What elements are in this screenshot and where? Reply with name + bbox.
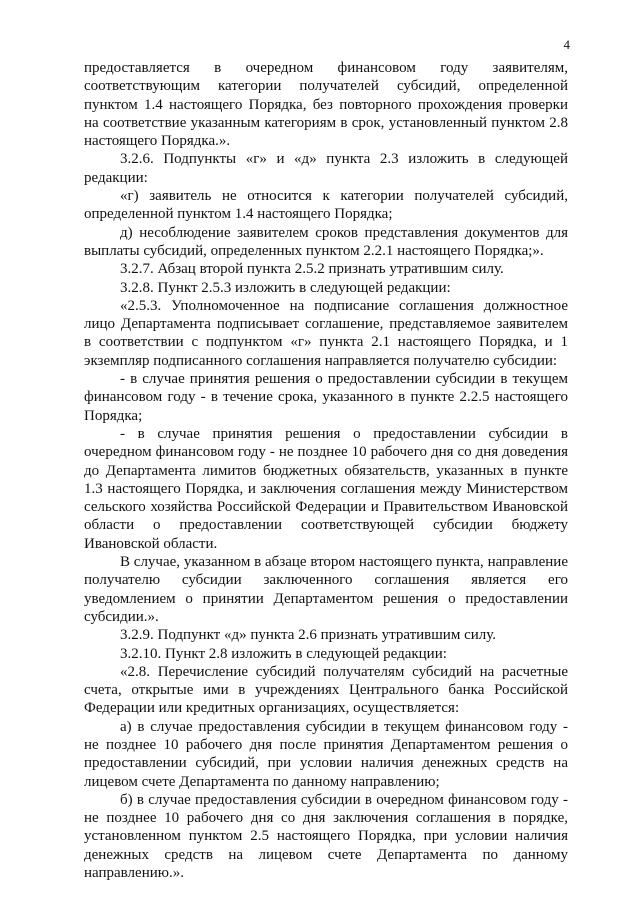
document-body: [84, 59, 568, 882]
paragraph: 3.2.7. Абзац второй пункта 2.5.2 признать утратившим силу.: [120, 261, 504, 278]
paragraph: В случае, указанном в абзаце втором настоящего пункта, направление получателю субсидии заключенного соглашения является его уведомлением о принятии Департаментом решения о предоставлении субсидии.».: [84, 554, 568, 625]
paragraph: - в случае принятия решения о предоставлении субсидии в текущем финансовом году - в течение срока, указанного в пункте 2.2.5 настоящего Порядка;: [84, 371, 568, 424]
paragraph: «г) заявитель не относится к категории получателей субсидий, определенной пунктом 1.4 настоящего Порядка;: [84, 188, 568, 223]
paragraph: 3.2.10. Пункт 2.8 изложить в следующей редакции:: [120, 645, 447, 662]
paragraph: 3.2.6. Подпункты «г» и «д» пункта 2.3 изложить в следующей редакции:: [84, 151, 568, 186]
paragraph: б) в случае предоставления субсидии в очередном финансовом году - не позднее 10 рабочего дня со дня заключения соглашения в порядке, установленном пунктом 2.5 настоящего Порядка, при условии наличия денежных средств на лицевом счете Департамента по данному направлению.».: [84, 791, 568, 882]
paragraph: 3.2.8. Пункт 2.5.3 изложить в следующей редакции:: [120, 279, 451, 296]
paragraph: предоставляется в очередном финансовом году заявителям, соответствующим категории получателей субсидий, определенной пунктом 1.4 настоящего Порядка, без повторного прохождения проверки на соответствие указанным категориям в срок, установленный пунктом 2.8 настоящего Порядка.».: [84, 60, 568, 150]
page-number: 4: [563, 37, 570, 52]
paragraph: 3.2.9. Подпункт «д» пункта 2.6 признать утратившим силу.: [120, 627, 496, 644]
paragraph: а) в случае предоставления субсидии в текущем финансовом году - не позднее 10 рабочего дня после принятия Департаментом решения о предоставлении субсидий, при условии наличия денежных средств на лицевом счете Департамента по данному направлению;: [84, 718, 568, 790]
paragraph: - в случае принятия решения о предоставлении субсидии в очередном финансовом году - не позднее 10 рабочего дня со дня доведения до Департамента лимитов бюджетных обязательств, указанных в пункте 1.3 настоящего Порядка, и заключения соглашения между Министерством сельского хозяйства Российской Федерации и Правительством Ивановской области о предоставлении соответствующей субсидии бюджету Ивановской области.: [84, 425, 568, 552]
paragraph: д) несоблюдение заявителем сроков представления документов для выплаты субсидий, определенных пунктом 2.2.1 настоящего Порядка;».: [84, 224, 568, 259]
paragraph: «2.8. Перечисление субсидий получателям субсидий на расчетные счета, открытые ими в учреждениях Центрального банка Российской Федерации или кредитных организациях, осуществляется:: [84, 663, 568, 717]
paragraph: «2.5.3. Уполномоченное на подписание соглашения должностное лицо Департамента подписывает соглашение, представляемое заявителем в соответствии с подпунктом «г» пункта 2.1 настоящего Порядка, и 1 экземпляр подписанного соглашения направляется получателю субсидии:: [84, 297, 568, 369]
